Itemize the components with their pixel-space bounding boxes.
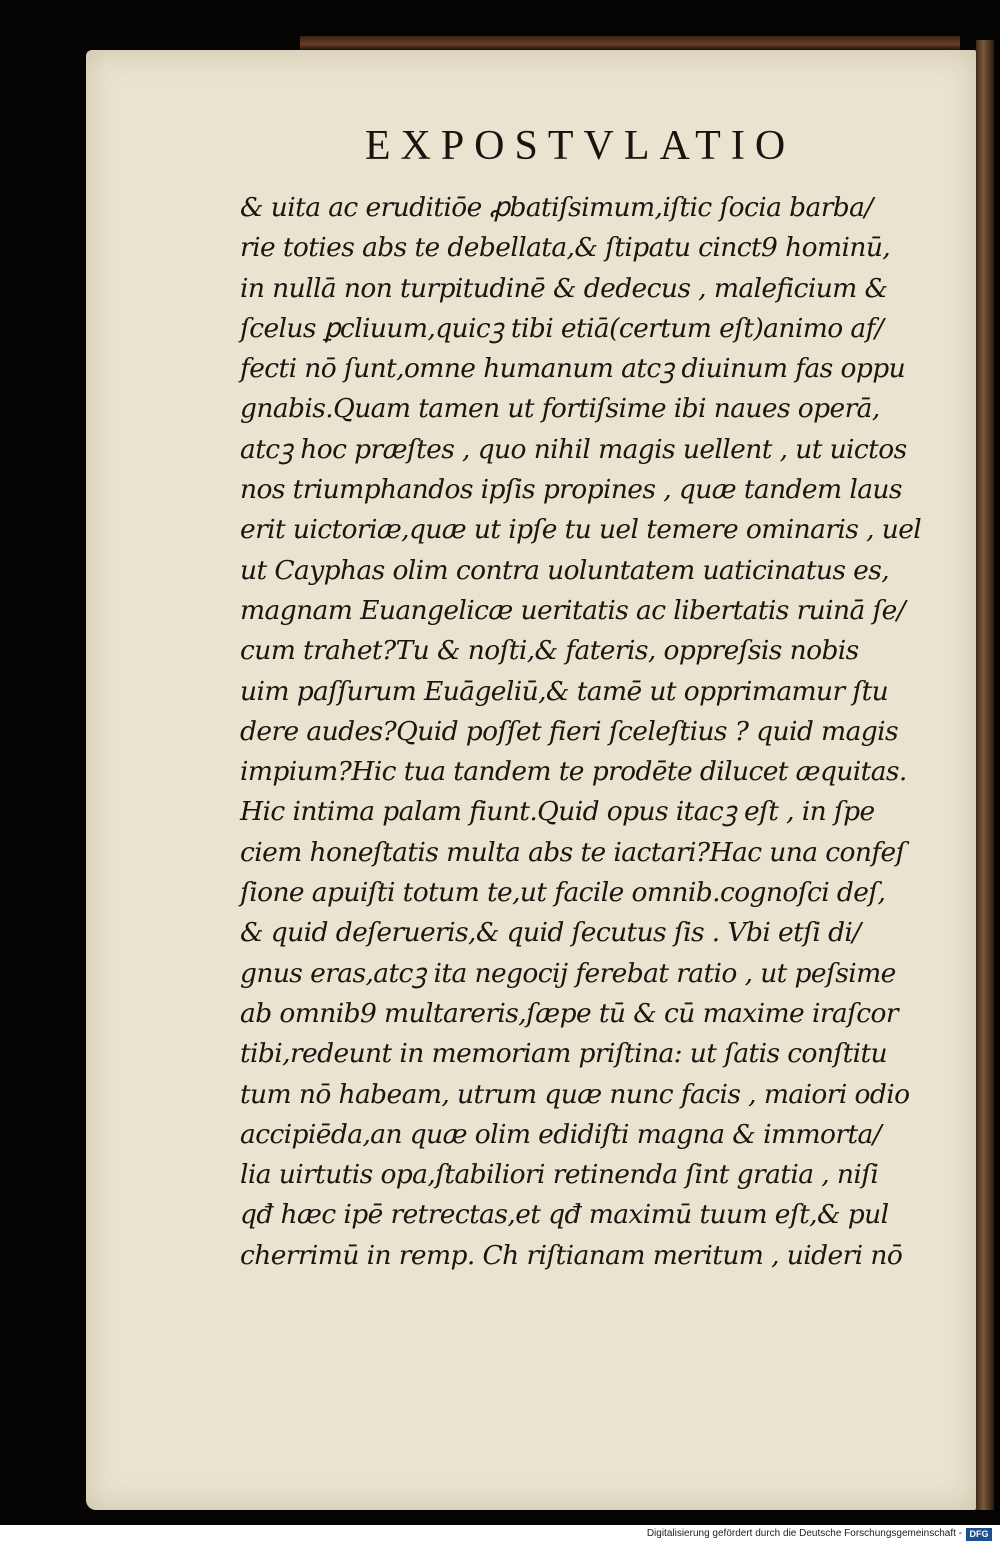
book-fore-edge xyxy=(976,40,994,1510)
running-head: EXPOSTVLATIO xyxy=(364,123,796,169)
text-line: ſione apuiſti totum te,ut facile omnib.cognoſci deſ, xyxy=(240,877,886,909)
text-line: in nullā non turpitudinē & dedecus , maleficium & xyxy=(240,272,888,304)
text-line: qđ hæc ipē retrectas,et qđ maximū tuum eſt,& pul xyxy=(240,1199,889,1231)
text-line: erit uictoriæ,quæ ut ipſe tu uel temere ominaris , uel xyxy=(240,514,922,546)
text-line: ut Cayphas olim contra uoluntatem uaticinatus es, xyxy=(240,554,890,586)
text-line: ſcelus ꝑcliuum,quicꝫ tibi etiā(certum eſt)animo af/ xyxy=(240,312,884,344)
text-line: & uita ac eruditiōe ꝓbatiſsimum,iſtic ſocia barba/ xyxy=(240,192,873,223)
text-line: cum trahet?Tu & noſti,& fateris, oppreſsis nobis xyxy=(240,635,859,667)
text-line: dere audes?Quid poſſet fieri ſceleſtius ? quid magis xyxy=(240,715,899,747)
text-line: magnam Euangelicæ ueritatis ac libertatis ruinā ſe/ xyxy=(240,594,906,626)
body-text xyxy=(240,188,930,1276)
text-line: fecti nō ſunt,omne humanum atcꝫ diuinum fas oppu xyxy=(240,353,906,385)
text-line: tum nō habeam, utrum quæ nunc facis , maiori odio xyxy=(240,1078,910,1110)
text-line: lia uirtutis opa,ſtabiliori retinenda ſint gratia , niſi xyxy=(240,1159,879,1191)
text-line: impium?Hic tua tandem te prodēte dilucet æquitas. xyxy=(240,756,907,788)
dfg-logo: DFG xyxy=(966,1528,992,1541)
text-line: cherrimū in remp. Ch riſtianam meritum , uideri nō xyxy=(240,1239,903,1271)
text-line: gnus eras,atcꝫ ita negocij ferebat ratio , ut peſsime xyxy=(240,957,896,989)
footer-bar xyxy=(0,1525,1000,1545)
text-line: atcꝫ hoc præſtes , quo nihil magis uellent , ut uictos xyxy=(240,433,907,465)
text-line: uim paſſurum Euāgeliū,& tamē ut opprimamur ſtu xyxy=(240,675,889,707)
text-line: gnabis.Quam tamen ut fortiſsime ibi naues operā, xyxy=(240,393,880,425)
book-top-edge xyxy=(300,36,960,50)
footer-credit: Digitalisierung gefördert durch die Deutsche Forschungsgemeinschaft - xyxy=(646,1528,962,1539)
text-line: Hic intima palam fiunt.Quid opus itacꝫ eſt , in ſpe xyxy=(240,796,875,828)
text-line: ciem honeſtatis multa abs te iactari?Hac una confeſ xyxy=(240,836,905,868)
text-line: tibi,redeunt in memoriam priſtina: ut ſatis conſtitu xyxy=(240,1038,888,1070)
text-line: & quid deſerueris,& quid ſecutus ſis . Vbi etſi di/ xyxy=(240,917,861,949)
text-line: nos triumphandos ipſis propines , quæ tandem laus xyxy=(240,474,902,506)
text-line: rie toties abs te debellata,& ſtipatu cinct9 hominū, xyxy=(240,232,891,264)
text-line: accipiēda,an quæ olim edidiſti magna & immorta/ xyxy=(240,1118,882,1150)
text-line: ab omnib9 multareris,ſæpe tū & cū maxime iraſcor xyxy=(240,997,898,1029)
